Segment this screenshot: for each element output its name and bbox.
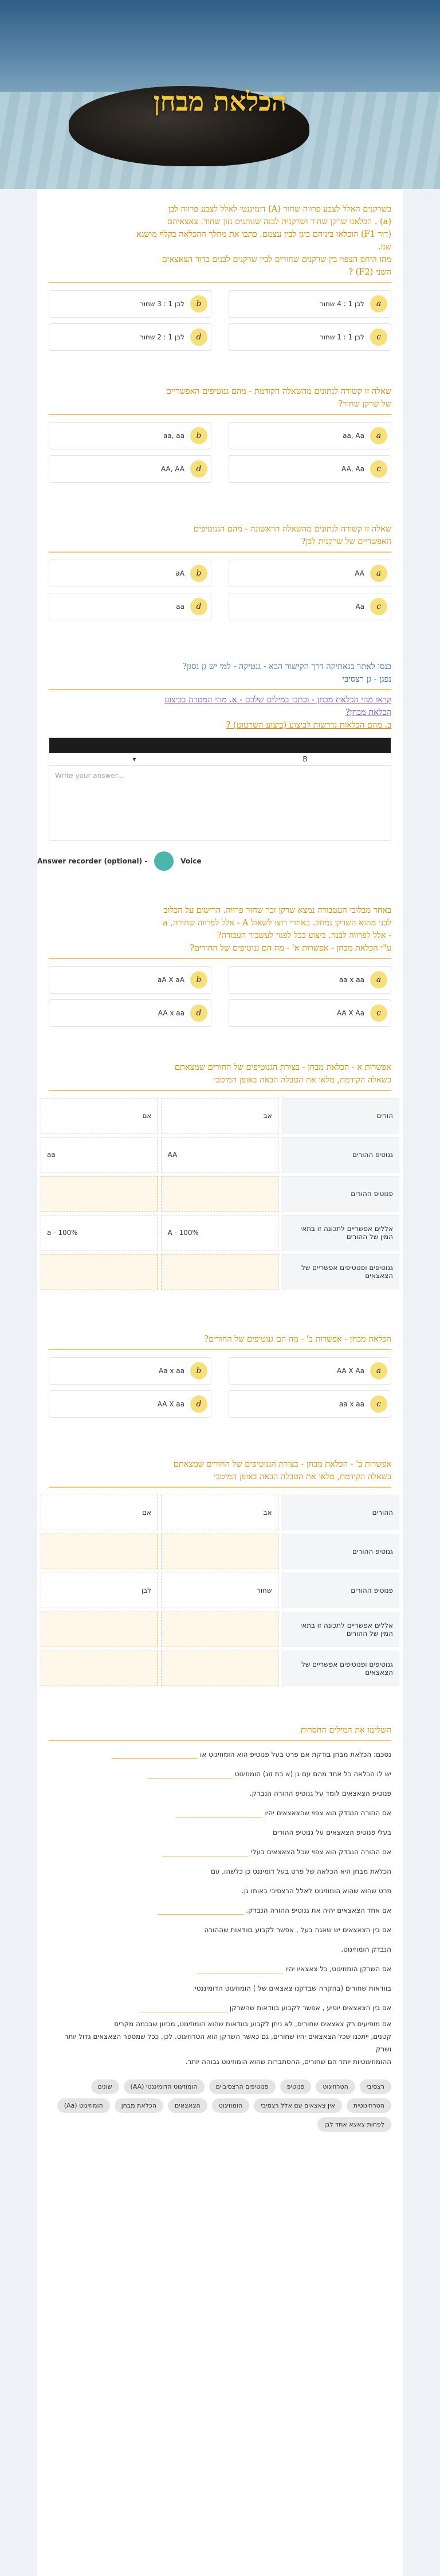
question-4-instruction: ב. מהם הכלאות נדרשות לביצוע (ביצוע השרטוט) ? <box>226 721 391 730</box>
fill-line <box>49 1881 391 1901</box>
divider <box>49 1487 391 1488</box>
option-label: AA X Aa <box>336 1009 364 1017</box>
option-label: aA <box>175 569 184 577</box>
table-row <box>41 1612 399 1647</box>
question-6 <box>37 1333 403 1346</box>
fill-line <box>49 1940 391 1959</box>
question-5-line: באחד מבלובי העטבורה נמצא שרקן זכר שחור פרווה. הרישום על הכלוב <box>163 906 391 915</box>
row-label: גנוטיפים ופנוטיפים אפשריים של הצאצאים <box>282 1254 399 1289</box>
blank-input[interactable] <box>176 1809 262 1817</box>
option-label: לבן 1 : 4 שחור <box>320 300 364 308</box>
option-letter: a <box>370 427 387 444</box>
fill-text: אם בין הצאצאים יש שאגה בעל , אפשר לקבוע בוודאות שההורה <box>204 1926 391 1934</box>
option-b[interactable] <box>49 1357 211 1385</box>
input-cell[interactable] <box>161 1176 278 1211</box>
divider <box>49 689 391 690</box>
option-label: AA X Aa <box>336 1367 364 1375</box>
row-label: אללים אפשריים לתכונה זו בתאי המין של ההורים <box>282 1215 399 1250</box>
table-cell: אב <box>161 1098 278 1133</box>
table-row <box>41 1495 399 1530</box>
option-letter: d <box>190 329 207 346</box>
table-2 <box>37 1491 403 1690</box>
option-letter: c <box>370 598 387 615</box>
fill-line <box>49 1998 391 2018</box>
fill-text: נסכם: הכלאת מבחן בודקת אם פרט בעל פנוטיפ הוא הומוזיגוט או <box>200 1750 391 1758</box>
option-b[interactable] <box>49 966 211 994</box>
option-label: aa, Aa <box>343 432 364 440</box>
word-chip[interactable]: פנוטיפ <box>280 2079 312 2094</box>
word-chip[interactable]: שונים <box>91 2079 119 2094</box>
fill-text: פנוטיפ הצאצאים לומד על גנוטיפ ההורה הנבדק. <box>249 1789 391 1797</box>
word-chip[interactable]: הומוזיגוט (Aa) <box>57 2098 110 2113</box>
option-label: לבן 1 : 2 שחור <box>140 333 184 341</box>
question-1-line: (דור F1) הוכלאו ביניהם ביגן לבין עצמם. כתבו את מהלך ההכלאה בקלף מושגא <box>136 230 391 239</box>
fill-text: פרט שהוא שהוא הומוזיגוט לאלל הרצסיבי באותו גן. <box>241 1887 391 1895</box>
table-cell: שחור <box>161 1573 278 1608</box>
table-1 <box>37 1094 403 1293</box>
fill-line <box>49 2055 391 2068</box>
fill-line <box>49 1959 391 1979</box>
editor-toolbar <box>49 738 391 753</box>
fill-text: קטנים, ייתכנו שכל הצאצאים יהיו שחורים, גם כאשר השרקן הוא הטרוזיגוט. לכן, ככל שמספר הצאצאים גדול יותר ושרק <box>64 2032 391 2053</box>
question-1-options <box>37 290 403 351</box>
row-label: גנוטיפ ההורים <box>282 1137 399 1172</box>
table-row <box>41 1534 399 1569</box>
table-cell: אם <box>41 1495 158 1530</box>
question-5-line: - אלל לפרווה לבנה. ביצוע ככל לפנוי לעשבור העבודה? <box>217 931 391 940</box>
table-1-title <box>37 1061 403 1086</box>
fill-line <box>49 1803 391 1823</box>
option-a[interactable] <box>229 290 391 318</box>
option-letter: c <box>370 1396 387 1413</box>
fill-line <box>49 1745 391 1764</box>
option-letter: b <box>190 565 207 582</box>
option-label: AA, Aa <box>341 465 364 473</box>
question-6-options <box>37 1357 403 1418</box>
word-chip[interactable]: הומוזיגוט <box>212 2098 250 2113</box>
dropdown-icon[interactable]: ▾ <box>132 755 136 763</box>
question-4-line: נפגן - גן רצסיבי <box>342 675 391 684</box>
fill-text: אם השרקן הומוזיגוט, כל צאצאיו יהיו <box>285 1965 391 1973</box>
blank-input[interactable] <box>163 1848 249 1856</box>
option-label: Aa x aa <box>159 1367 184 1375</box>
blank-input[interactable] <box>142 2004 227 2012</box>
input-cell[interactable] <box>41 1651 158 1686</box>
row-label: גנוטיפ ההורים <box>282 1534 399 1569</box>
blank-input[interactable] <box>197 1965 283 1973</box>
table-row <box>41 1651 399 1686</box>
option-letter: b <box>190 427 207 444</box>
blank-input[interactable] <box>158 1906 243 1915</box>
option-a[interactable] <box>229 560 391 587</box>
recorder-label: Answer recorder (optional) - <box>37 857 148 865</box>
fill-line <box>49 1920 391 1940</box>
bold-button[interactable]: B <box>302 755 308 763</box>
option-letter: b <box>190 1362 207 1379</box>
fill-line <box>49 1842 391 1862</box>
option-letter: a <box>370 971 387 988</box>
question-2-line: שאלה זו קשורה לנתונים מהשאלה הקודמת - מהם גנוטיפים האפשריים <box>166 387 391 396</box>
fill-line <box>49 1764 391 1784</box>
input-cell[interactable] <box>161 1612 278 1647</box>
question-1-line: (a) . הכלאנו שרקן שחור ושרקנית לבנה שנותנים גזון שחור. צאצאיהם <box>167 217 391 226</box>
divider <box>49 1740 391 1741</box>
option-letter: c <box>370 460 387 478</box>
table-row <box>41 1573 399 1608</box>
fill-line <box>49 2018 391 2030</box>
row-label: גנוטיפים ופנוטיפים אפשריים של הצאצאים <box>282 1651 399 1686</box>
fill-text: אם ההורה הנבדק הוא צפוי שכל הצאצאים בעלי <box>251 1848 391 1856</box>
option-c[interactable] <box>229 455 391 483</box>
question-2-options <box>37 422 403 483</box>
blank-input[interactable] <box>147 1770 233 1778</box>
option-c[interactable] <box>229 593 391 620</box>
fill-line <box>49 1901 391 1920</box>
table-2-title <box>37 1458 403 1483</box>
word-chip[interactable]: הטרוזיגוט <box>316 2079 355 2094</box>
editor-format-bar <box>49 753 391 766</box>
divider <box>49 958 391 959</box>
option-letter: a <box>370 295 387 312</box>
option-b[interactable] <box>49 290 211 318</box>
fill-text: בוודאות שחורים (בהקרה שבדקנו צאצאים של ) הומוזיגוט הדומיננטי. <box>192 1984 391 1992</box>
divider <box>49 414 391 415</box>
input-cell[interactable] <box>161 1534 278 1569</box>
row-label: אללים אפשריים לתכונה זו בתאי המין של ההורים <box>282 1612 399 1647</box>
option-c[interactable] <box>229 1390 391 1418</box>
option-b[interactable] <box>49 560 211 587</box>
table-cell: אב <box>161 1495 278 1530</box>
word-chip[interactable]: הצאצאים <box>168 2098 207 2113</box>
fill-text: יש לו הכלאה כל אחד מהם עם גן (א בת זוג) הומוזיגוט <box>234 1770 391 1778</box>
option-c[interactable] <box>229 999 391 1027</box>
question-3-line: האפשריים של שרקנית לבן? <box>301 537 391 546</box>
input-cell[interactable] <box>41 1612 158 1647</box>
option-c[interactable] <box>229 323 391 351</box>
question-4-line: כנסו לאתר בגאתיקה דרך הקישור הבא - גנטיקה - למי יש גן נסגן? <box>182 662 391 671</box>
table-row <box>41 1176 399 1211</box>
option-letter: d <box>190 460 207 478</box>
option-label: AA, AA <box>160 465 184 473</box>
question-4-instruction: קראו מהי הכלאת מבחן - וכתבו במילים שלכם - א. מהי המטרה בביצוע <box>164 695 391 705</box>
table-row <box>41 1215 399 1250</box>
question-2-line: של שרקן שחור? <box>338 400 391 409</box>
option-d[interactable] <box>49 999 211 1027</box>
word-chip[interactable]: אין צאצאים עם אלל רצסיבי <box>254 2098 342 2113</box>
option-letter: b <box>190 971 207 988</box>
question-4 <box>37 660 403 732</box>
page-title: הכלאת מבחן <box>153 86 287 117</box>
option-label: aA X aA <box>158 976 184 984</box>
input-cell[interactable] <box>41 1176 158 1211</box>
input-cell[interactable] <box>41 1254 158 1289</box>
fill-heading: השלימו את המילים החסרות <box>300 1726 391 1735</box>
question-6-title: הכלאת מבחן - אפשרות ב' - מה הם גנוטיפים של החורים? <box>204 1335 391 1344</box>
question-5 <box>37 904 403 955</box>
voice-label: Voice <box>180 857 202 865</box>
option-letter: b <box>190 295 207 312</box>
word-chip[interactable]: הכלאת מבחן <box>115 2098 163 2113</box>
question-2 <box>37 385 403 411</box>
table-cell: a - 100% <box>41 1215 158 1250</box>
question-1 <box>37 203 403 279</box>
divider <box>49 1349 391 1350</box>
fill-line <box>49 1784 391 1803</box>
option-letter: d <box>190 1396 207 1413</box>
table-row <box>41 1137 399 1172</box>
fill-text: ההומוזיגוטיות יותר הם שחורים, ההסתברות שהוא הומוזיגוט גבוהה יותר. <box>185 2058 391 2066</box>
option-letter: a <box>370 1362 387 1379</box>
option-label: AA X aa <box>157 1400 184 1408</box>
fill-text: בעלי פנוטיפ הצאצאים על גנוטיפ ההורים <box>273 1828 391 1836</box>
question-4-instruction: הכלאת מבחן? <box>345 708 391 717</box>
fill-line <box>49 2030 391 2055</box>
option-letter: d <box>190 1004 207 1022</box>
fill-in-text <box>37 1745 403 2068</box>
row-label: פנוטיפ ההורים <box>282 1573 399 1608</box>
fill-text: הכלאת מבחן היא הכלאה של פרט בעל דומיננט כן כלשהו, עם <box>210 1867 391 1875</box>
word-chip[interactable]: לפחות צאצא אחד לבן <box>317 2117 391 2132</box>
option-d[interactable] <box>49 1390 211 1418</box>
option-a[interactable] <box>229 422 391 449</box>
input-cell[interactable] <box>161 1254 278 1289</box>
divider <box>49 1090 391 1091</box>
answer-editor <box>49 737 391 841</box>
table-1-title-line: אפשרות א - הכלאת מבחן - בצורת הגנוטיפים של החורים שמצאתם <box>175 1063 391 1072</box>
option-label: aa x aa <box>339 976 364 984</box>
word-bank <box>37 2079 403 2132</box>
fill-line <box>49 1862 391 1881</box>
option-d[interactable] <box>49 323 211 351</box>
blank-input[interactable] <box>112 1750 198 1759</box>
fill-text: אם בין הצאצאים יופיע , אפשר לקבוע בוודאות שהשרקן <box>229 2004 391 2012</box>
divider <box>49 552 391 553</box>
option-letter: c <box>370 329 387 346</box>
question-3-line: שאלה זו קשורה לנתונים מהשאלה הראשונה - מהם הגנוטיפים <box>193 525 391 534</box>
row-label: ההורים <box>282 1495 399 1530</box>
table-2-title-line: בשאלה הקודמת, מלאו את הטבלה הבאה באופן המיטבי <box>213 1472 391 1482</box>
word-chip[interactable]: הטרוזיגוטית <box>347 2098 391 2113</box>
fill-text: אם ההורה הנבדק הוא צפוי שהצאצאים יהיו <box>265 1809 391 1817</box>
table-cell: לבן <box>41 1573 158 1608</box>
fill-text: הנבדק הומוזיגוט. <box>341 1945 391 1953</box>
row-label: פנוטיפ ההורים <box>282 1176 399 1211</box>
input-cell[interactable] <box>41 1534 158 1569</box>
table-cell: aa <box>41 1137 158 1172</box>
table-cell: אם <box>41 1098 158 1133</box>
option-d[interactable] <box>49 455 211 483</box>
input-cell[interactable] <box>161 1651 278 1686</box>
quiz-card <box>37 189 403 2576</box>
option-d[interactable] <box>49 593 211 620</box>
question-3 <box>37 523 403 548</box>
question-1-line: שנו. <box>378 243 391 252</box>
question-1-line: השני (F2) ? <box>348 268 391 277</box>
option-label: aa, aa <box>163 432 184 440</box>
option-letter: c <box>370 1004 387 1022</box>
divider <box>49 282 391 283</box>
table-row <box>41 1098 399 1133</box>
option-letter: d <box>190 598 207 615</box>
question-5-line: ע"י הכלאת מבחן - אפשרות א' - מה הם גנוטיפים של החורים? <box>190 944 391 953</box>
option-letter: a <box>370 565 387 582</box>
option-label: AA <box>355 569 364 577</box>
record-button[interactable] <box>154 851 174 871</box>
word-chip[interactable]: הומוזיגוט הדומיננטי (AA) <box>124 2079 205 2094</box>
option-a[interactable] <box>229 1357 391 1385</box>
fill-line <box>49 1823 391 1842</box>
option-label: לבן 1 : 1 שחור <box>320 333 364 341</box>
word-chip[interactable]: רצסיבי <box>360 2079 391 2094</box>
option-label: aa <box>176 603 184 611</box>
option-label: AA x aa <box>158 1009 184 1017</box>
word-chip[interactable]: פנוטיפים הרצסיביים <box>209 2079 276 2094</box>
question-1-line: בשרקנים האלל לצבע פרווה שחור (A) דומיננטי לאלל לצבע פרווה לבן <box>168 205 391 214</box>
question-3-options <box>37 560 403 620</box>
table-cell: A - 100% <box>161 1215 278 1250</box>
option-a[interactable] <box>229 966 391 994</box>
question-1-line: מהו היחס הצפוי בין שרקנים שחורים לבין שרקנים לבנים בדור הצאצאים <box>162 255 391 264</box>
header-image <box>0 0 440 189</box>
table-1-title-line: בשאלה הקודמת, מלאו את הטבלה הבאה באופן המיטבי <box>213 1076 391 1085</box>
option-label: לבן 1 : 3 שחור <box>140 300 184 308</box>
fill-line <box>49 1979 391 1998</box>
table-2-title-line: אפשרות ב' - הכלאת מבחן - בצורת הגנוטיפים של החורים שמצאתם <box>173 1460 391 1469</box>
table-row <box>41 1254 399 1289</box>
option-label: Aa <box>355 603 364 611</box>
table-cell: AA <box>161 1137 278 1172</box>
row-label: הורים <box>282 1098 399 1133</box>
answer-recorder <box>37 847 403 875</box>
answer-textarea[interactable]: Write your answer... <box>55 772 124 780</box>
fill-text: אם אחד הצאצאים יהיה את גנוטיפ ההורה הנבדק. <box>246 1906 391 1914</box>
fill-title <box>37 1724 403 1737</box>
question-5-options <box>37 966 403 1027</box>
option-label: aa x aa <box>339 1400 364 1408</box>
question-5-line: לבני מתוא השרקן נמחק. כאחרי רוצו לשאול A - אלל לפרווה שחורה, a <box>163 918 391 928</box>
option-b[interactable] <box>49 422 211 449</box>
fill-text: אם מופיעים רק צאצאים שחורים, לא ניתן לקבוע בוודאות שהוא הומוזיגוט, מכיוון שבכמה מקרים <box>114 2020 391 2028</box>
